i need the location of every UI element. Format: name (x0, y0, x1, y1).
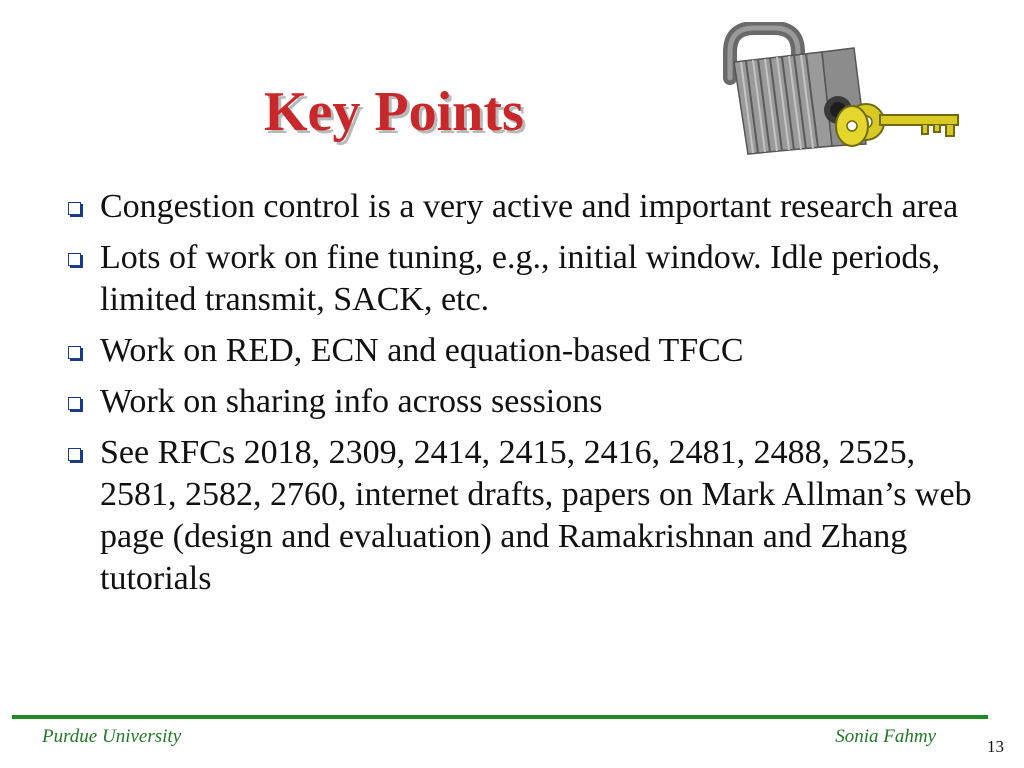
square-bullet-icon (68, 397, 81, 410)
padlock-with-keys-icon (712, 22, 968, 158)
bullet-list (64, 186, 984, 609)
bullet-text: Work on sharing info across sessions (100, 383, 603, 420)
footer-institution: Purdue University (42, 726, 182, 747)
bullet-item (64, 330, 984, 372)
footer-divider (12, 715, 988, 719)
square-bullet-icon (68, 448, 81, 461)
square-bullet-icon (68, 202, 81, 215)
square-bullet-icon (68, 346, 81, 359)
bullet-item (64, 186, 984, 228)
square-bullet-icon (68, 253, 81, 266)
bullet-item (64, 237, 984, 321)
bullet-item (64, 432, 984, 600)
bullet-text: Congestion control is a very active and important research area (100, 188, 959, 225)
bullet-text: See RFCs 2018, 2309, 2414, 2415, 2416, 2481, 2488, 2525, 2581, 2582, 2760, internet drafts, papers on Mark Allman’s web page (design and evaluation) and Ramakrishnan and Zhang tutorials (100, 434, 972, 597)
bullet-item (64, 381, 984, 423)
bullet-text: Lots of work on fine tuning, e.g., initial window. Idle periods, limited transmit, SACK, etc. (100, 239, 941, 318)
slide-title: Key Points (264, 81, 524, 143)
bullet-text: Work on RED, ECN and equation-based TFCC (100, 332, 744, 369)
footer-author: Sonia Fahmy (835, 726, 936, 747)
page-number: 13 (987, 737, 1004, 756)
